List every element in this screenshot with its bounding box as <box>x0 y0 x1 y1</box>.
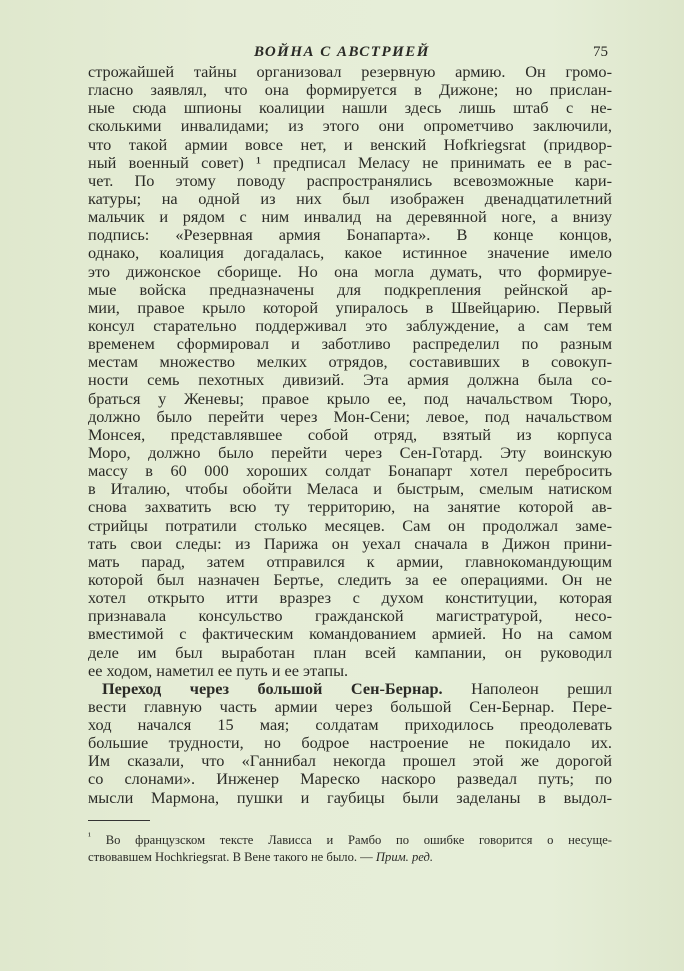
running-title: ВОЙНА С АВСТРИЕЙ <box>254 44 430 60</box>
text-line: Им сказали, что «Ганнибал некогда прошел этой же дорогой <box>88 751 612 771</box>
footnote <box>88 832 612 866</box>
footnote-line <box>88 849 612 866</box>
text-line: сколькими инвалидами; из этого они опрометчиво заключили, <box>88 116 612 136</box>
text-line: вести главную часть армии через большой Сен-Бернар. Пере- <box>88 696 612 716</box>
text-line: однако, коалиция догадалась, какое истинное значение имело <box>88 243 612 263</box>
text-line: ности семь пехотных дивизий. Эта армия должна была со- <box>88 370 612 390</box>
text-line: массу в 60 000 хороших солдат Бонапарт хотел перебросить <box>88 461 612 481</box>
text-line: это дижонское сборище. Но она могла думать, что формируе- <box>88 261 612 281</box>
text-line: в Италию, чтобы обойти Меласа и быстрым, смелым натиском <box>88 479 612 499</box>
text-line: мальчик и рядом с ним инвалид на деревянной ноге, а внизу <box>88 207 612 227</box>
text-line: мые войска предназначены для подкрепления рейнской ар- <box>88 279 612 299</box>
text-line <box>88 680 612 698</box>
text-line: Моро, должно было перейти через Сен-Готард. Эту воинскую <box>88 442 612 462</box>
text-line: мысли Мармона, пушки и гаубицы были заделаны в выдол- <box>88 787 612 807</box>
text-line: местам множество мелких отрядов, составивших в совокуп- <box>88 352 612 372</box>
text-line: консул старательно поддерживал это заблуждение, а сам тем <box>88 315 612 335</box>
text-line: мии, правое крыло которой упиралось в Швейцарию. Первый <box>88 297 612 317</box>
footnote-text: Во французском тексте Лависса и Рамбо по ошибке говорится о несуще- <box>105 833 612 847</box>
text-line: мать парад, затем отправился к армии, главнокомандующим <box>88 551 612 571</box>
footnote-text: ствовавшем Hochkriegsrat. В Вене такого не было. — <box>88 850 376 864</box>
footnote-divider <box>88 820 150 821</box>
text-line: Монсея, представлявшее собой отряд, взятый из корпуса <box>88 424 612 444</box>
text-line: временем сформировал и заботливо распределил по разным <box>88 334 612 354</box>
text-line: большие трудности, но бодрое настроение не покидало их. <box>88 733 612 753</box>
text-line: ее ходом, наметил ее путь и ее этапы. <box>88 660 349 680</box>
editor-note: Прим. ред. <box>375 850 434 864</box>
text-line: чет. По этому поводу распространялись всевозможные кари- <box>88 170 612 190</box>
footnote-marker: ¹ <box>88 830 91 842</box>
text-line: ный военный совет) ¹ предписал Меласу не принимать ее в рас- <box>88 152 612 172</box>
page-number: 75 <box>593 44 608 60</box>
section-heading-rest: Наполеон решил <box>471 678 612 698</box>
section-heading: Переход через большой Сен-Бернар. <box>102 678 443 698</box>
text-line: что такой армии вовсе нет, и венский Hofkriegsrat (придвор- <box>88 134 612 154</box>
text-line: катуры; на одной из них был изображен двенадцатилетний <box>88 188 612 208</box>
text-line: строжайшей тайны организовал резервную армию. Он громо- <box>88 62 612 81</box>
text-line: браться у Женевы; правое крыло ее, под начальством Тюро, <box>88 388 612 408</box>
text-line: деле им был выработан план всей кампании, он руководил <box>88 642 612 662</box>
text-line: хотел открыто итти вразрез с духом конституции, которая <box>88 588 612 608</box>
text-line: которой был назначен Бертье, следить за ее операциями. Он не <box>88 569 612 589</box>
body-text <box>88 63 612 807</box>
text-line: со слонами». Инженер Мареско наскоро разведал путь; по <box>88 769 612 789</box>
text-line: снова захватить всю ту территорию, на занятие которой ав- <box>88 497 612 517</box>
text-line: ные сюда шпионы коалиции нашли здесь лишь штаб с не- <box>88 98 612 118</box>
text-line: подпись: «Резервная армия Бонапарта». В конце концов, <box>88 225 612 245</box>
text-line: стрийцы потратили столько месяцев. Сам он продолжал заме- <box>88 515 612 535</box>
text-line: тать свои следы: из Парижа он уехал сначала в Дижон прини- <box>88 533 612 553</box>
text-line: должно было перейти через Мон-Сени; левое, под начальством <box>88 406 612 426</box>
text-line: гласно заявлял, что она формируется в Дижоне; но прислан- <box>88 80 612 100</box>
footnote-line <box>88 832 612 849</box>
text-line: вместимой с фактическим командованием армией. Но на самом <box>88 624 612 644</box>
text-line: ход начался 15 мая; солдатам приходилось преодолевать <box>88 715 612 735</box>
text-line: признавала консульство гражданской магистратурой, несо- <box>88 606 612 626</box>
